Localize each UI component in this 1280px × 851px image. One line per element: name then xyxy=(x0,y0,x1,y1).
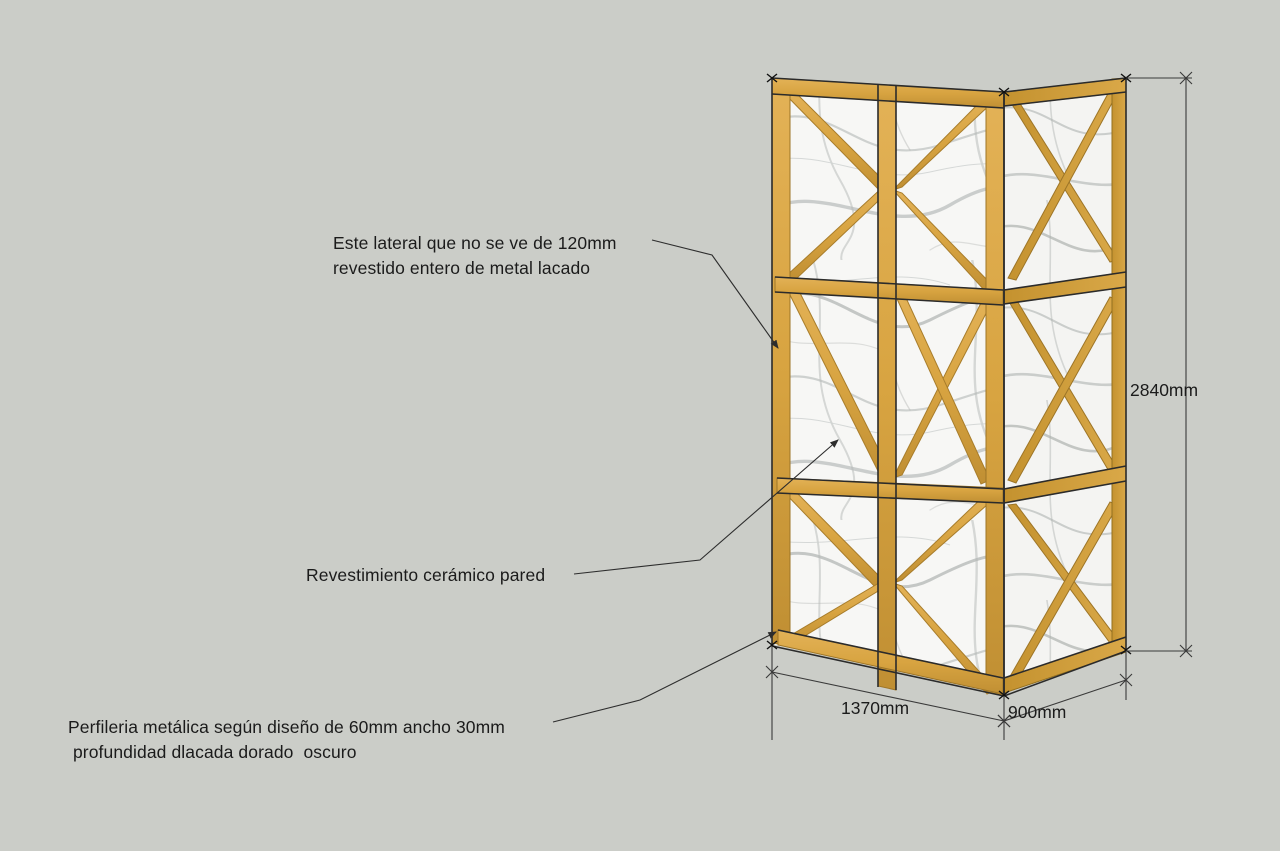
annotation-lateral-line1: Este lateral que no se ve de 120mm xyxy=(333,233,617,253)
annotation-profiles-line2: profundidad dlacada dorado oscuro xyxy=(68,742,357,763)
dimension-label-height: 2840mm xyxy=(1130,380,1199,400)
annotation-profiles xyxy=(68,715,505,766)
annotation-lateral xyxy=(333,231,617,282)
annotation-profiles-line1: Perfileria metálica según diseño de 60mm ancho 30mm xyxy=(68,717,505,737)
dimension-label-depth: 900mm xyxy=(1008,702,1067,722)
dimension-label-width: 1370mm xyxy=(841,698,910,718)
annotation-lateral-line2: revestido entero de metal lacado xyxy=(333,258,591,279)
cabinet-3d-model xyxy=(767,74,1131,699)
annotation-ceramic-line1: Revestimiento cerámico pared xyxy=(306,565,546,585)
annotation-ceramic xyxy=(306,563,545,588)
